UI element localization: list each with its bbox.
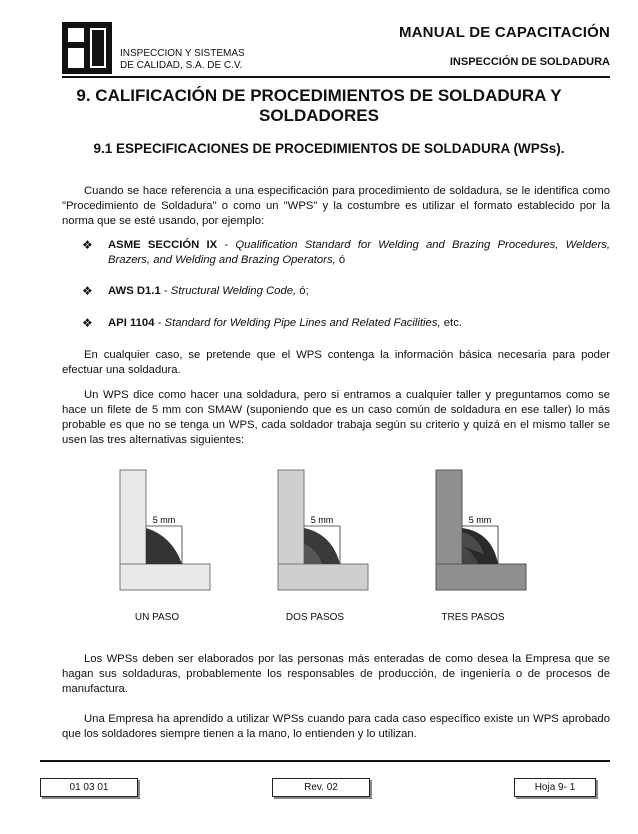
diamond-bullet-icon: ❖ [82,284,93,298]
bullet-title: Standard for Welding Pipe Lines and Related Facilities, [164,317,441,329]
header-divider [62,76,610,78]
bullet-separator: - [154,317,165,329]
fillet-weld-three-pass-figure [418,466,528,616]
dimension-label: 5 mm [310,515,334,525]
paragraph-example: Un WPS dice como hacer una soldadura, pero si entramos a cualquier taller y preguntamos como se hace un filete de 5 mm con SMAW (suponiendo que es un caso común de soldadura en ese taller) lo más probable es que no se tenga un WPS, cada soldador trabaja según su criterio y quizá en el mismo taller se usen las tres alternativas siguientes: [62,389,610,446]
dimension-label: 5 mm [468,515,492,525]
page-number: Hoja 9- 1 [514,778,596,797]
figure-label-two-passes: DOS PASOS [285,612,345,623]
chapter-title-line-2: SOLDADORES [259,106,379,125]
fillet-weld-two-pass-figure [260,466,370,616]
figure-label-one-pass: UN PASO [134,612,180,623]
bullet-api [82,316,610,331]
bullet-title: Qualification Standard for Welding and Brazing Procedures, Welders, Brazers, and Welding and Brazing Operators, [108,239,610,266]
section-subtitle: INSPECCIÓN DE SOLDADURA [449,56,610,68]
bullet-code: AWS D1.1 [108,285,161,297]
diamond-bullet-icon: ❖ [82,238,93,252]
paragraph-purpose: En cualquier caso, se pretende que el WPS contenga la información básica necesaria para poder efectuar una soldadura. [62,349,610,376]
bullet-tail: etc. [440,317,462,329]
bullet-aws [82,284,610,299]
chapter-title [40,86,598,126]
bullet-title: Structural Welding Code, [170,285,297,297]
company-line-2: DE CALIDAD, S.A. DE C.V. [120,60,243,71]
company-logo [62,22,112,74]
section-title: 9.1 ESPECIFICACIONES DE PROCEDIMIENTOS DE SOLDADURA (WPSs). [93,141,565,156]
paragraph-authors: Los WPSs deben ser elaborados por las personas más enteradas de como desea la Empresa que se hagan sus soldaduras, probablemente los responsables de producción, de ingeniería o de procesos de manufactura. [62,653,610,695]
footer-divider [40,760,610,762]
revision-box: Rev. 02 [272,778,370,797]
figure-label-three-passes: TRES PASOS [441,612,505,623]
bullet-asme [82,238,610,268]
manual-title: MANUAL DE CAPACITACIÓN [398,24,610,41]
document-code: 01 03 01 [40,778,138,797]
bullet-tail: ó [335,254,346,266]
bullet-code: ASME SECCIÓN IX [108,239,218,251]
company-line-1: INSPECCION Y SISTEMAS [120,48,245,59]
chapter-title-line-1: 9. CALIFICACIÓN DE PROCEDIMIENTOS DE SOLDADURA Y [76,86,562,105]
paragraph-usage: Una Empresa ha aprendido a utilizar WPSs cuando para cada caso específico existe un WPS aprobado que los soldadores siempre tienen a la mano, lo entienden y lo utilizan. [62,713,610,740]
dimension-label: 5 mm [152,515,176,525]
bullet-separator: - [217,239,236,251]
diamond-bullet-icon: ❖ [82,316,93,330]
bullet-code: API 1104 [108,317,155,329]
paragraph-intro: Cuando se hace referencia a una especificación para procedimiento de soldadura, se le identifica como "Procedimiento de Soldadura" o como un "WPS" y la costumbre es utilizar el formato establecido por la norma que se esté usando, por ejemplo: [62,185,610,227]
company-name [120,48,245,72]
bullet-separator: - [160,285,171,297]
bullet-tail: ó; [296,285,309,297]
fillet-weld-one-pass-figure [102,466,212,616]
